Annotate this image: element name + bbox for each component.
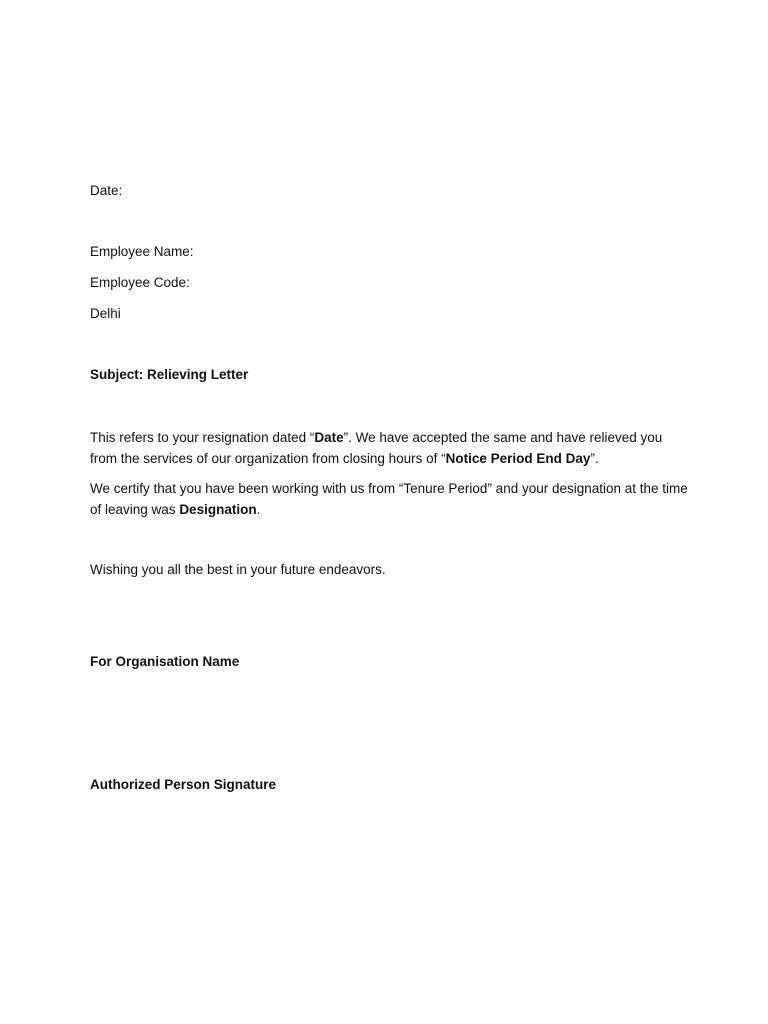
resignation-date-placeholder: Date (314, 430, 344, 445)
signature-label: Authorized Person Signature (90, 777, 277, 792)
employee-name-label: Employee Name: (90, 244, 194, 259)
closing-wishes: Wishing you all the best in your future endeavors. (90, 562, 386, 577)
date-label: Date: (90, 183, 123, 198)
para2-text-end: . (256, 502, 261, 517)
notice-period-end-placeholder: Notice Period End Day (445, 451, 591, 466)
designation-placeholder: Designation (179, 502, 257, 517)
para1-text-start: This refers to your resignation dated “ (90, 430, 315, 445)
employee-code-label: Employee Code: (90, 275, 190, 290)
para2-text-start: We certify that you have been working with us from “Tenure Period” and your designation at the time of leaving was (90, 481, 688, 517)
location-text: Delhi (90, 306, 121, 321)
paragraph-certification (90, 478, 690, 520)
subject-line: Subject: Relieving Letter (90, 367, 249, 382)
organisation-name: For Organisation Name (90, 654, 240, 669)
para1-text-middle: ”. We have accepted the same and have relieved you from the services of our organization from closing hours of “ (90, 430, 663, 466)
paragraph-resignation (90, 427, 690, 469)
para1-text-end: ”. (590, 451, 599, 466)
